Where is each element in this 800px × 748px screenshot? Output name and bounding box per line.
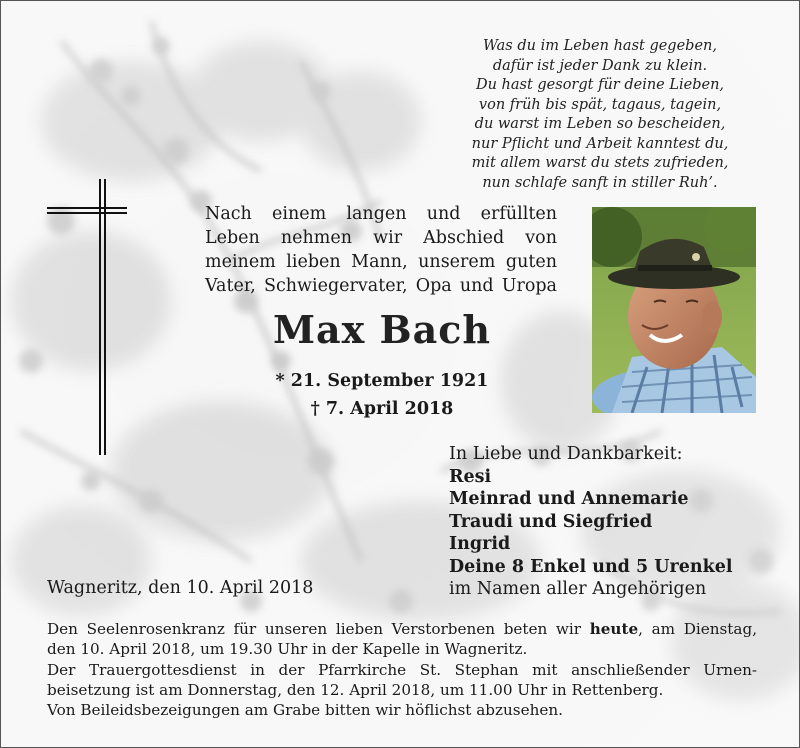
birth-date: * 21. September 1921: [275, 371, 489, 391]
death-date: † 7. April 2018: [310, 399, 454, 419]
footer-line: Der Trauergottesdienst in der Pfarrkirche St. Stephan mit anschließender Urnen-: [47, 660, 757, 679]
life-dates: [207, 367, 557, 423]
poem-line: Was du im Leben hast gegeben,: [483, 38, 717, 54]
poem-line: von früh bis spät, tagaus, tagein,: [478, 96, 722, 113]
deceased-name: Max Bach: [272, 307, 492, 352]
family-member: Ingrid: [449, 534, 511, 554]
family-member: Traudi und Siegfried: [449, 511, 653, 532]
intro-text: [205, 202, 557, 298]
place-and-date: Wagneritz, den 10. April 2018: [47, 578, 314, 598]
footer-line: den 10. April 2018, um 19.30 Uhr in der Kapelle in Wagneritz.: [47, 640, 528, 659]
family-signatures: [449, 443, 759, 601]
footer-line: beisetzung ist am Donnerstag, den 12. April 2018, um 11.00 Uhr in Rettenberg.: [47, 680, 664, 699]
poem-line: mit allem warst du stets zufrieden,: [471, 155, 729, 171]
family-member: Resi: [449, 466, 492, 487]
footer-text: Den Seelenrosenkranz für unseren lieben Verstorbenen beten wir: [47, 620, 582, 638]
intro-line: Nach einem langen und erfüllten: [205, 204, 557, 224]
family-closing: im Namen aller Angehörigen: [449, 579, 707, 599]
footer-emphasis: heute: [589, 620, 639, 638]
footer-line: Von Beileidsbezeigungen am Grabe bitten wir höflichst abzusehen.: [47, 701, 563, 720]
poem-line: nur Pflicht und Arbeit kanntest du,: [471, 135, 729, 152]
service-information: [47, 619, 757, 720]
portrait-photo: [592, 207, 756, 413]
poem-line: nun schlafe sanft in stiller Ruh’.: [482, 174, 718, 191]
family-member: Deine 8 Enkel und 5 Urenkel: [449, 556, 733, 577]
memorial-poem: [441, 37, 759, 193]
intro-line: Vater, Schwiegervater, Opa und Uropa: [205, 276, 557, 296]
family-heading: In Liebe und Dankbarkeit:: [449, 444, 683, 464]
intro-line: meinem lieben Mann, unserem guten: [205, 252, 557, 272]
family-members: [449, 466, 759, 579]
poem-line: Du hast gesorgt für deine Lieben,: [475, 77, 725, 93]
family-member: Meinrad und Annemarie: [449, 489, 689, 509]
footer-line: [47, 619, 757, 639]
cross-icon: [47, 179, 127, 455]
intro-line: Leben nehmen wir Abschied von: [205, 228, 557, 248]
poem-line: du warst im Leben so bescheiden,: [474, 116, 726, 132]
poem-line: dafür ist jeder Dank zu klein.: [492, 57, 708, 74]
footer-text: , am Dienstag,: [638, 620, 758, 638]
